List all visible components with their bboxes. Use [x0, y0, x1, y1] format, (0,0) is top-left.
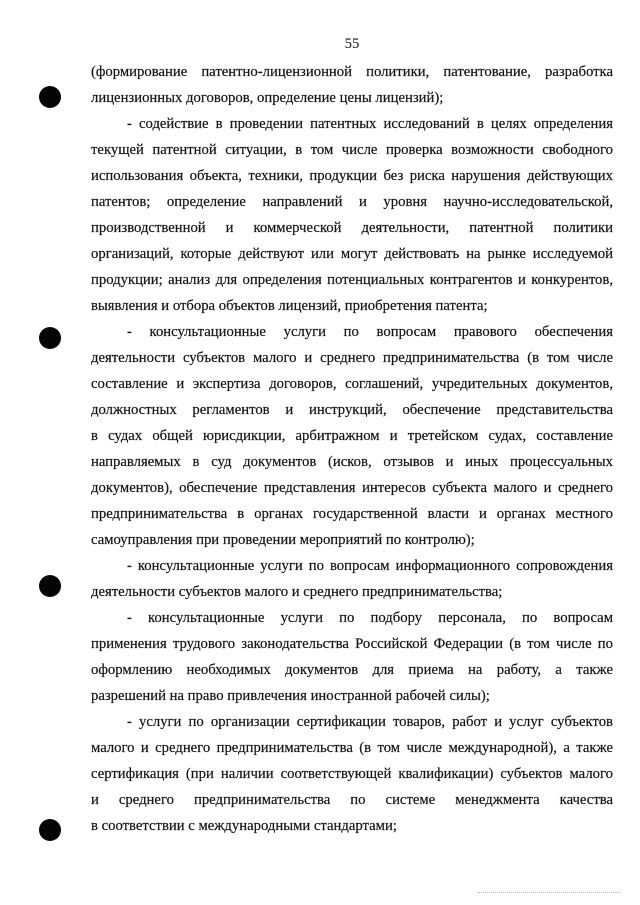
scan-artifact-line: [478, 892, 620, 893]
text-line: предпринимательства в органах государственной власти и органах местного: [91, 506, 613, 522]
text-line: производственной и коммерческой деятельности, патентной политики: [91, 220, 613, 236]
text-line: деятельности субъектов малого и среднего предпринимательства;: [91, 584, 503, 600]
text-line: выявления и отбора объектов лицензий, приобретения патента;: [91, 298, 488, 314]
paragraph-legal-consulting: [91, 319, 613, 553]
text-line: в судах общей юрисдикции, арбитражном и третейском судах, составление: [91, 428, 613, 444]
text-line: самоуправления при проведении мероприятий по контролю);: [91, 532, 475, 548]
text-line: составление и экспертиза договоров, соглашений, учредительных документов,: [91, 376, 613, 392]
list-item-line: - консультационные услуги по подбору персонала, по вопросам: [127, 610, 613, 626]
list-item-line: - содействие в проведении патентных исследований в целях определения: [127, 116, 613, 132]
punch-hole-mark: [39, 819, 61, 841]
text-line: лицензионных договоров, определение цены лицензий);: [91, 90, 444, 106]
text-line: текущей патентной ситуации, в том числе проверка возможности свободного: [91, 142, 613, 158]
text-line: в соответствии с международными стандартами;: [91, 818, 397, 834]
text-line: оформлению необходимых документов для приема на работу, а также: [91, 662, 613, 678]
text-line: и среднего предпринимательства по системе менеджмента качества: [91, 792, 613, 808]
text-line: малого и среднего предпринимательства (в том числе международной), а также: [91, 740, 613, 756]
paragraph-certification: [91, 709, 613, 839]
text-line: разрешений на право привлечения иностранной рабочей силы);: [91, 688, 490, 704]
punch-hole-mark: [39, 86, 61, 108]
paragraph-information-support: [91, 553, 613, 605]
punch-hole-mark: [39, 575, 61, 597]
text-line: применения трудового законодательства Российской Федерации (в том числе по: [91, 636, 613, 652]
paragraph-patent-research: [91, 111, 613, 319]
text-line: (формирование патентно-лицензионной политики, патентование, разработка: [91, 64, 613, 80]
list-item-line: - консультационные услуги по вопросам правового обеспечения: [127, 324, 613, 340]
paragraph-continuation: [91, 59, 613, 111]
paragraph-personnel-consulting: [91, 605, 613, 709]
page-number: 55: [344, 36, 360, 52]
list-item-line: - услуги по организации сертификации товаров, работ и услуг субъектов: [127, 714, 613, 730]
text-line: должностных регламентов и инструкций, обеспечение представительства: [91, 402, 613, 418]
text-line: направляемых в суд документов (исков, отзывов и иных процессуальных: [91, 454, 613, 470]
text-line: деятельности субъектов малого и среднего предпринимательства (в том числе: [91, 350, 613, 366]
punch-hole-mark: [39, 327, 61, 349]
text-line: организаций, которые действуют или могут действовать на рынке исследуемой: [91, 246, 613, 262]
text-line: документов), обеспечение представления интересов субъекта малого и среднего: [91, 480, 613, 496]
text-line: продукции; анализ для определения потенциальных контрагентов и конкурентов,: [91, 272, 613, 288]
text-line: патентов; определение направлений и уровня научно-исследовательской,: [91, 194, 613, 210]
text-line: использования объекта, техники, продукции без риска нарушения действующих: [91, 168, 613, 184]
list-item-line: - консультационные услуги по вопросам информационного сопровождения: [127, 558, 613, 574]
document-body: [91, 59, 613, 839]
text-line: сертификация (при наличии соответствующей квалификации) субъектов малого: [91, 766, 613, 782]
